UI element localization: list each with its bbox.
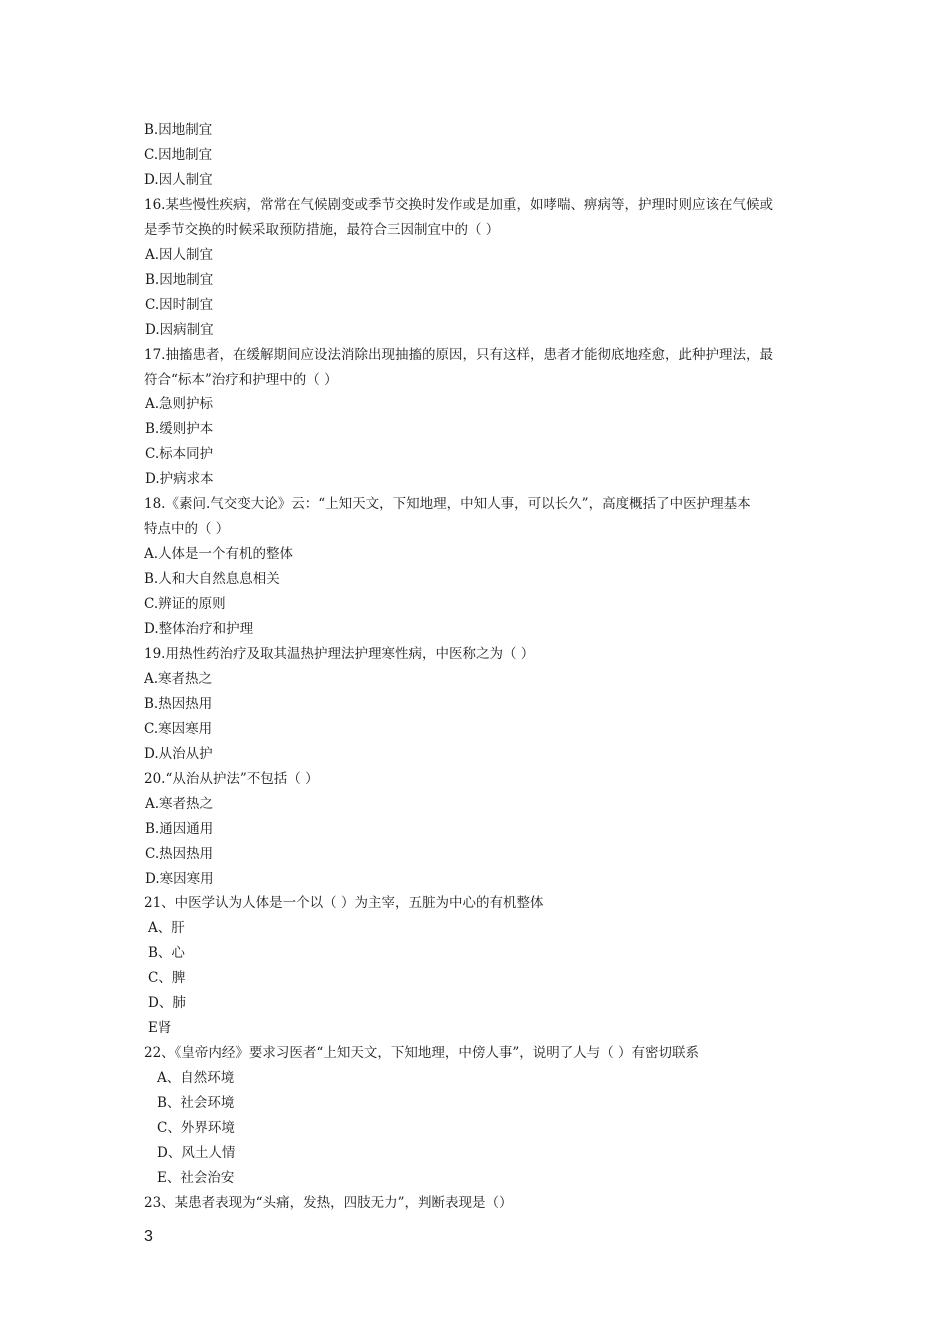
text-line: B、社会环境	[157, 1095, 235, 1111]
text-line: E肾	[148, 1020, 172, 1037]
text-line: C.标本同护	[145, 446, 214, 463]
text-line: C.寒因寒用	[144, 720, 213, 737]
text-line: B.通因通用	[145, 820, 214, 837]
text-line: 21、中医学认为人体是一个以（ ）为主宰，五脏为中心的有机整体	[144, 895, 544, 912]
text-line: A.寒者热之	[144, 670, 213, 687]
text-line: C.因地制宜	[144, 146, 213, 163]
text-line: D.寒因寒用	[145, 870, 214, 887]
text-line: B.因地制宜	[144, 122, 213, 138]
text-line: C.因时制宜	[145, 296, 214, 313]
text-line: 17.抽搐患者，在缓解期间应设法消除出现抽搐的原因，只有这样，患者才能彻底地痊愈，此种护理法，最	[144, 346, 773, 363]
text-line: D.从治从护	[144, 745, 213, 762]
text-line: 16.某些慢性疾病，常常在气候剧变或季节交换时发作或是加重，如哮喘、痹病等，护理时则应该在气候或	[144, 196, 773, 213]
text-line: 符合“标本”治疗和护理中的（ ）	[144, 371, 338, 388]
text-line: 20.“从治从护法”不包括（ ）	[144, 770, 319, 787]
text-line: D.因人制宜	[144, 171, 213, 188]
text-line: C.热因热用	[145, 845, 214, 862]
text-line: A.寒者热之	[145, 795, 214, 812]
text-line: B.热因热用	[144, 695, 213, 712]
text-line: E、社会治安	[157, 1169, 235, 1186]
text-line: A.人体是一个有机的整体	[144, 546, 294, 563]
text-line: D.因病制宜	[145, 321, 214, 338]
text-line: 特点中的（ ）	[144, 521, 230, 538]
text-line: 18.《素问.气交变大论》云：“上知天文，下知地理，中知人事，可以长久”，高度概括了中医护理基本	[144, 496, 751, 513]
text-line: 22、《皇帝内经》要求习医者“上知天文，下知地理，中傍人事”，说明了人与（ ）有密切联系	[144, 1045, 700, 1062]
text-line: D、风土人情	[157, 1144, 236, 1161]
text-line: 23、某患者表现为“头痛，发热，四肢无力”，判断表现是（）	[144, 1194, 513, 1211]
text-line: B.人和大自然息息相关	[144, 571, 280, 588]
text-line: C.辨证的原则	[144, 596, 226, 612]
text-line: A、肝	[148, 920, 185, 937]
text-line: C、外界环境	[157, 1120, 235, 1136]
text-line: 是季节交换的时候采取预防措施，最符合三因制宜中的（ ）	[144, 221, 500, 238]
text-line: 19.用热性药治疗及取其温热护理法护理寒性病，中医称之为（ ）	[144, 645, 535, 662]
text-line: D.整体治疗和护理	[144, 621, 254, 637]
text-line: B、心	[148, 945, 185, 962]
text-line: B.缓则护本	[145, 421, 214, 438]
text-line: B.因地制宜	[145, 271, 214, 288]
text-line: A、自然环境	[157, 1070, 235, 1087]
text-line: D、肺	[148, 995, 186, 1012]
page-number: 3	[144, 1228, 153, 1245]
text-line: C、脾	[148, 970, 186, 987]
text-line: D.护病求本	[145, 471, 214, 488]
text-line: A.因人制宜	[145, 246, 214, 263]
text-line: A.急则护标	[145, 396, 214, 413]
